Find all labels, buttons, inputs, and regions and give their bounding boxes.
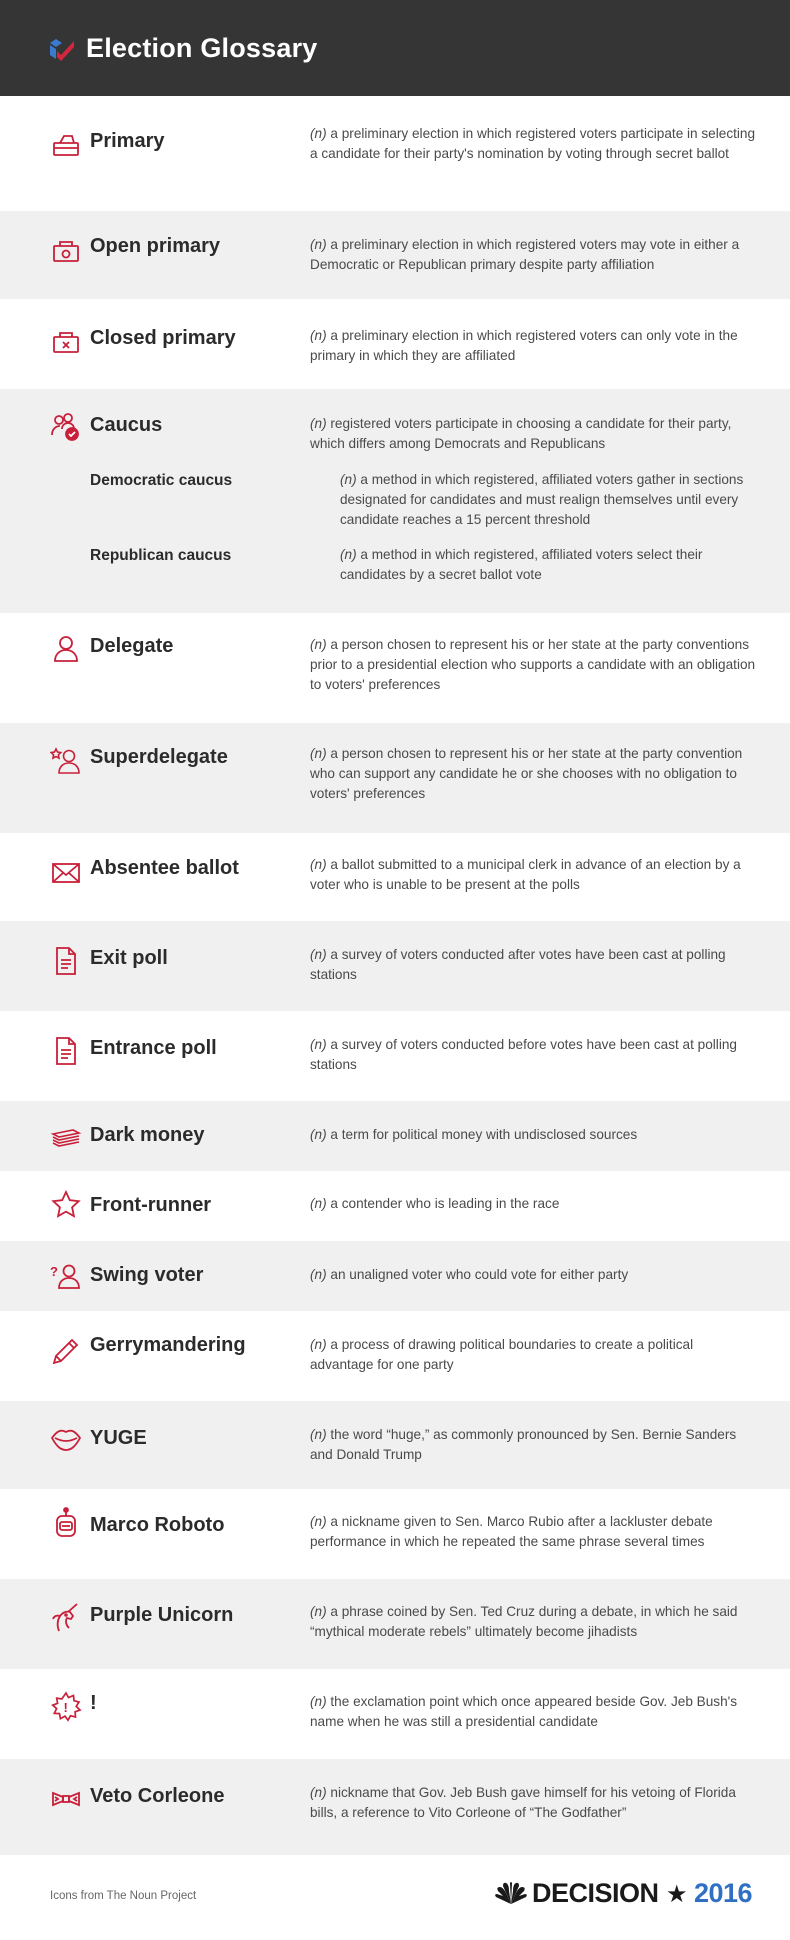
glossary-row-caucus bbox=[0, 389, 790, 613]
unicorn-icon bbox=[50, 1601, 82, 1633]
definition-text: an unaligned voter who could vote for either party bbox=[326, 1267, 629, 1282]
definition bbox=[310, 124, 760, 164]
part-of-speech: (n) bbox=[310, 1196, 327, 1211]
person-icon bbox=[50, 633, 82, 665]
part-of-speech: (n) bbox=[310, 1337, 327, 1352]
glossary-row-superdelegate bbox=[0, 723, 790, 833]
footer-credit: Icons from The Noun Project bbox=[50, 1890, 197, 1902]
subterm: Republican caucus bbox=[90, 547, 232, 564]
svg-text:!: ! bbox=[63, 1700, 68, 1715]
definition bbox=[310, 1692, 760, 1732]
document-icon bbox=[50, 945, 82, 977]
subdefinition bbox=[340, 545, 760, 585]
definition bbox=[310, 326, 760, 366]
page-title: Election Glossary bbox=[86, 33, 318, 63]
part-of-speech: (n) bbox=[340, 547, 357, 562]
term: Gerrymandering bbox=[90, 1334, 246, 1356]
document-icon bbox=[50, 1035, 82, 1067]
glossary-row-absentee-ballot bbox=[0, 833, 790, 921]
term: Dark money bbox=[90, 1124, 205, 1146]
definition-text: a nickname given to Sen. Marco Rubio after a lackluster debate performance in which he repeated the same phrase several times bbox=[310, 1514, 713, 1549]
term: Veto Corleone bbox=[90, 1785, 225, 1807]
star-person-icon bbox=[50, 745, 82, 777]
glossary-row-yuge bbox=[0, 1401, 790, 1489]
term: Delegate bbox=[90, 635, 174, 657]
definition-text: a preliminary election in which registered voters participate in selecting a candidate for their party's nomination by voting through secret ballot bbox=[310, 126, 756, 161]
definition bbox=[310, 1035, 760, 1075]
glossary-row-marco-roboto bbox=[0, 1489, 790, 1579]
robot-icon bbox=[50, 1507, 82, 1539]
definition-text: a preliminary election in which registered voters can only vote in the primary in which they are affiliated bbox=[310, 328, 738, 363]
part-of-speech: (n) bbox=[310, 947, 327, 962]
term: Open primary bbox=[90, 235, 221, 257]
term: Absentee ballot bbox=[90, 857, 239, 879]
glossary-row-closed-primary bbox=[0, 299, 790, 389]
definition bbox=[310, 1602, 760, 1642]
brand-year: 2016 bbox=[694, 1878, 753, 1908]
definition bbox=[310, 945, 760, 985]
ballot-box-icon bbox=[50, 130, 82, 162]
term: Primary bbox=[90, 130, 165, 152]
subdefinition bbox=[340, 470, 760, 530]
lips-icon bbox=[50, 1423, 82, 1455]
closed-ballot-box-icon bbox=[50, 326, 82, 358]
definition-text: a method in which registered, affiliated voters gather in sections designated for candidates and must realign themselves until every candidate reaches a 15 percent threshold bbox=[340, 472, 744, 527]
definition-text: a term for political money with undisclosed sources bbox=[326, 1127, 638, 1142]
term: Closed primary bbox=[90, 327, 236, 349]
definition bbox=[310, 1783, 760, 1823]
definition-text: a ballot submitted to a municipal clerk in advance of an election by a voter who is unable to be present at the polls bbox=[310, 857, 741, 892]
group-check-icon bbox=[50, 411, 82, 443]
glossary-row-veto-corleone bbox=[0, 1759, 790, 1855]
definition bbox=[310, 1425, 760, 1465]
part-of-speech: (n) bbox=[310, 857, 327, 872]
pencil-icon bbox=[50, 1335, 82, 1367]
part-of-speech: (n) bbox=[310, 416, 327, 431]
part-of-speech: (n) bbox=[310, 746, 327, 761]
part-of-speech: (n) bbox=[310, 1267, 327, 1282]
term: Front-runner bbox=[90, 1194, 212, 1216]
definition-text: a person chosen to represent his or her state at the party conventions prior to a presidential election who supports a candidate with an obligation to voters' preferences bbox=[310, 637, 756, 692]
part-of-speech: (n) bbox=[310, 1785, 327, 1800]
term: YUGE bbox=[90, 1427, 147, 1449]
definition bbox=[310, 635, 760, 695]
term: ! bbox=[90, 1692, 97, 1714]
definition-text: a survey of voters conducted after votes have been cast at polling stations bbox=[310, 947, 726, 982]
part-of-speech: (n) bbox=[310, 1694, 327, 1709]
definition bbox=[310, 855, 760, 895]
checkmark-logo-icon bbox=[48, 37, 76, 63]
definition-text: a process of drawing political boundaries to create a political advantage for one party bbox=[310, 1337, 694, 1372]
term: Caucus bbox=[90, 414, 163, 436]
part-of-speech: (n) bbox=[310, 1514, 327, 1529]
definition-text: a method in which registered, affiliated voters select their candidates by a secret ballot vote bbox=[340, 547, 703, 582]
part-of-speech: (n) bbox=[310, 328, 327, 343]
glossary-row-purple-unicorn bbox=[0, 1579, 790, 1669]
glossary-row-primary bbox=[0, 96, 790, 211]
definition-text: the word “huge,” as commonly pronounced by Sen. Bernie Sanders and Donald Trump bbox=[310, 1427, 737, 1462]
brand-logo bbox=[494, 1876, 764, 1910]
open-ballot-box-icon bbox=[50, 235, 82, 267]
part-of-speech: (n) bbox=[310, 126, 327, 141]
glossary-row-exclamation bbox=[0, 1669, 790, 1759]
money-stack-icon bbox=[50, 1120, 82, 1152]
definition-text: a person chosen to represent his or her state at the party convention who can support any candidate he or she chooses with no obligation to voters' preferences bbox=[310, 746, 743, 801]
definition-text: the exclamation point which once appeared beside Gov. Jeb Bush's name when he was still a presidential candidate bbox=[310, 1694, 738, 1729]
definition bbox=[310, 1335, 760, 1375]
part-of-speech: (n) bbox=[310, 1127, 327, 1142]
definition-text: registered voters participate in choosing a candidate for their party, which differs among Democrats and Republicans bbox=[310, 416, 732, 451]
header bbox=[0, 0, 790, 96]
definition-text: a contender who is leading in the race bbox=[326, 1196, 560, 1211]
glossary-row-exit-poll bbox=[0, 921, 790, 1011]
part-of-speech: (n) bbox=[310, 1427, 327, 1442]
svg-text:?: ? bbox=[50, 1264, 58, 1279]
definition bbox=[310, 235, 760, 275]
brand-word: DECISION bbox=[532, 1878, 659, 1908]
part-of-speech: (n) bbox=[310, 637, 327, 652]
term: Swing voter bbox=[90, 1264, 204, 1286]
glossary-row-entrance-poll bbox=[0, 1011, 790, 1101]
term: Entrance poll bbox=[90, 1037, 217, 1059]
part-of-speech: (n) bbox=[310, 1604, 327, 1619]
part-of-speech: (n) bbox=[310, 1037, 327, 1052]
definition bbox=[310, 1512, 760, 1552]
glossary-row-delegate bbox=[0, 613, 790, 723]
definition bbox=[310, 744, 760, 804]
definition bbox=[310, 1265, 760, 1285]
glossary-row-dark-money bbox=[0, 1101, 790, 1171]
question-person-icon bbox=[50, 1260, 82, 1292]
definition-text: a preliminary election in which registered voters may vote in either a Democratic or Republican primary despite party affiliation bbox=[310, 237, 740, 272]
envelope-icon bbox=[50, 857, 82, 889]
glossary-row-open-primary bbox=[0, 211, 790, 299]
glossary-row-swing-voter bbox=[0, 1241, 790, 1311]
definition bbox=[310, 1125, 760, 1145]
definition-text: a survey of voters conducted before votes have been cast at polling stations bbox=[310, 1037, 737, 1072]
definition-text: nickname that Gov. Jeb Bush gave himself for his vetoing of Florida bills, a reference to Vito Corleone of “The Godfather” bbox=[310, 1785, 736, 1820]
burst-icon bbox=[50, 1691, 82, 1723]
glossary-row-front-runner bbox=[0, 1171, 790, 1241]
definition bbox=[310, 414, 760, 454]
star-icon bbox=[50, 1189, 82, 1221]
term: Superdelegate bbox=[90, 746, 228, 768]
brand-star: ★ bbox=[666, 1881, 688, 1908]
bow-tie-icon bbox=[50, 1783, 82, 1815]
glossary-row-gerrymandering bbox=[0, 1311, 790, 1401]
definition bbox=[310, 1194, 760, 1214]
part-of-speech: (n) bbox=[340, 472, 357, 487]
term: Marco Roboto bbox=[90, 1514, 225, 1536]
term: Purple Unicorn bbox=[90, 1604, 234, 1626]
subterm: Democratic caucus bbox=[90, 472, 233, 489]
peacock-logo-icon bbox=[494, 1881, 528, 1905]
part-of-speech: (n) bbox=[310, 237, 327, 252]
definition-text: a phrase coined by Sen. Ted Cruz during a debate, in which he said “mythical moderate rebels” ultimately become jihadists bbox=[310, 1604, 738, 1639]
term: Exit poll bbox=[90, 947, 168, 969]
